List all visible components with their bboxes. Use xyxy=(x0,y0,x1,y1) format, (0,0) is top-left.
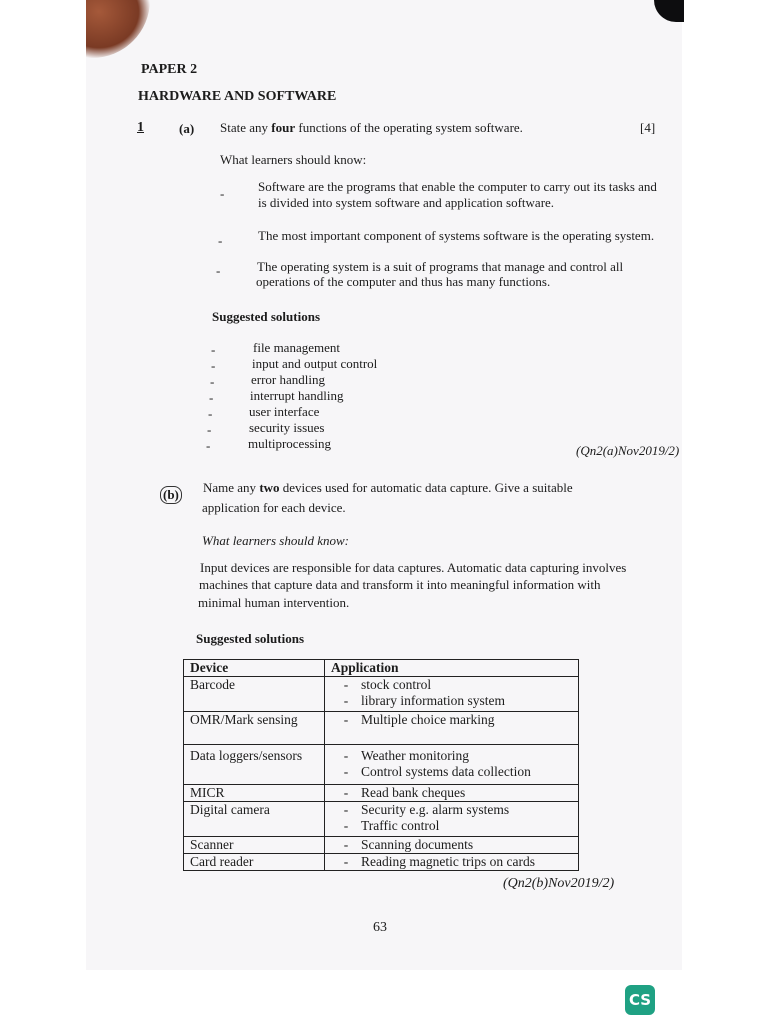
device-cell: Barcode xyxy=(184,677,325,712)
question-b-line2: application for each device. xyxy=(202,500,346,515)
devices-table xyxy=(183,659,579,871)
solutions-heading-b: Suggested solutions xyxy=(196,631,304,646)
application-item: - Multiple choice marking xyxy=(343,712,495,727)
application-text: Weather monitoring xyxy=(361,748,470,763)
reference-a: (Qn2(a)Nov2019/2) xyxy=(576,443,680,458)
application-item: - Security e.g. alarm systems xyxy=(343,802,510,817)
question-a-post: functions of the operating system software. xyxy=(295,120,523,135)
header-device: Device xyxy=(184,660,325,677)
application-item: - Control systems data collection xyxy=(343,764,531,779)
paragraph-line: Input devices are responsible for data captures. Automatic data capturing involves xyxy=(200,560,627,575)
application-cell xyxy=(325,785,579,802)
table-row xyxy=(184,745,579,785)
table-row xyxy=(184,854,579,871)
bullet-dash: - xyxy=(210,374,215,389)
application-cell xyxy=(325,837,579,854)
table-row xyxy=(184,677,579,712)
application-item: - stock control xyxy=(343,677,432,692)
paragraph-line: minimal human intervention. xyxy=(198,595,350,610)
solution-item: input and output control xyxy=(252,356,378,371)
bullet-dash: - xyxy=(208,406,213,421)
learn-point-3-line1: The operating system is a suit of programs that manage and control all xyxy=(257,259,624,274)
application-text: Control systems data collection xyxy=(361,764,531,779)
question-part-b: (b) xyxy=(160,486,182,504)
paper-title: PAPER 2 xyxy=(141,62,198,77)
learn-point-1-line2: is divided into system software and application software. xyxy=(258,195,555,210)
device-cell: MICR xyxy=(184,785,325,802)
device-cell: Digital camera xyxy=(184,802,325,837)
question-number: 1 xyxy=(137,120,144,135)
question-b-line1 xyxy=(203,480,573,496)
question-a-marks: [4] xyxy=(640,120,656,135)
application-cell xyxy=(325,677,579,712)
question-a-pre: State any xyxy=(220,120,272,135)
application-cell xyxy=(325,854,579,871)
solution-item: security issues xyxy=(249,420,325,435)
table-row xyxy=(184,712,579,745)
bullet-dash: - xyxy=(220,186,225,201)
bullet-dash: - xyxy=(209,390,214,405)
solution-item: file management xyxy=(253,340,340,355)
question-b-post: devices used for automatic data capture. Give a suitable xyxy=(279,480,573,495)
table-row xyxy=(184,785,579,802)
header-application: Application xyxy=(325,660,579,677)
device-cell: Card reader xyxy=(184,854,325,871)
camscanner-logo-icon: CS xyxy=(625,985,655,1015)
application-text: Reading magnetic trips on cards xyxy=(361,854,535,869)
application-text: Read bank cheques xyxy=(361,785,466,800)
application-text: Traffic control xyxy=(361,818,440,833)
application-text: Security e.g. alarm systems xyxy=(361,802,510,817)
application-item: - Scanning documents xyxy=(343,837,474,852)
solution-item: user interface xyxy=(249,404,320,419)
device-cell: OMR/Mark sensing xyxy=(184,712,325,745)
question-a-text xyxy=(220,120,523,136)
application-item: - Weather monitoring xyxy=(343,748,470,763)
application-item: - library information system xyxy=(343,693,505,708)
application-item: - Traffic control xyxy=(343,818,440,833)
learn-point-2-line1: The most important component of systems software is the operating system. xyxy=(258,228,655,243)
application-cell xyxy=(325,745,579,785)
learn-point-3-line2: operations of the computer and thus has many functions. xyxy=(256,274,551,289)
bullet-dash: - xyxy=(218,233,223,248)
bullet-dash: - xyxy=(211,342,216,357)
question-part-a: (a) xyxy=(179,121,195,136)
question-a-bold: four xyxy=(271,120,296,135)
solutions-heading-a: Suggested solutions xyxy=(212,309,320,324)
application-text: Multiple choice marking xyxy=(361,712,495,727)
topic-title: HARDWARE AND SOFTWARE xyxy=(138,89,337,104)
table-row xyxy=(184,837,579,854)
application-item: - Read bank cheques xyxy=(343,785,466,800)
application-cell xyxy=(325,802,579,837)
table-header-row xyxy=(184,660,579,677)
learn-point-1-line1: Software are the programs that enable the computer to carry out its tasks and xyxy=(258,179,657,194)
application-item: - Reading magnetic trips on cards xyxy=(343,854,535,869)
solution-item: multiprocessing xyxy=(248,436,332,451)
solution-item: interrupt handling xyxy=(250,388,344,403)
paragraph-line: machines that capture data and transform it into meaningful information with xyxy=(199,577,601,592)
bullet-dash: - xyxy=(207,422,212,437)
question-b-pre: Name any xyxy=(203,480,260,495)
table-row xyxy=(184,802,579,837)
bullet-dash: - xyxy=(206,438,211,453)
bullet-dash: - xyxy=(216,263,221,278)
application-text: Scanning documents xyxy=(361,837,474,852)
application-text: stock control xyxy=(361,677,432,692)
bullet-dash: - xyxy=(211,358,216,373)
page-number: 63 xyxy=(373,920,387,935)
learn-heading-b: What learners should know: xyxy=(202,533,349,548)
question-b-bold: two xyxy=(259,480,280,495)
reference-b: (Qn2(b)Nov2019/2) xyxy=(503,876,615,891)
device-cell: Scanner xyxy=(184,837,325,854)
device-cell: Data loggers/sensors xyxy=(184,745,325,785)
application-cell xyxy=(325,712,579,745)
solution-item: error handling xyxy=(251,372,326,387)
learn-heading-a: What learners should know: xyxy=(220,152,367,167)
application-text: library information system xyxy=(361,693,505,708)
